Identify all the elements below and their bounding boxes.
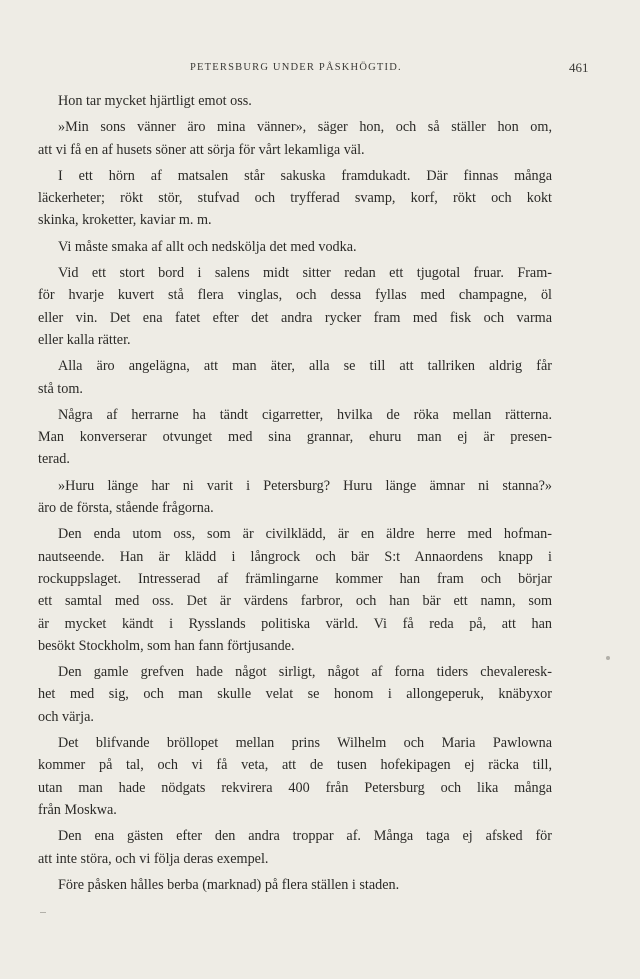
text-line: att inte störa, och vi följa deras exempel. [38, 850, 269, 867]
text-line: »Min sons vänner äro mina vänner», säger hon, och så ställer hon om, [58, 119, 552, 136]
text-line: eller kalla rätter. [38, 331, 131, 348]
paragraph [38, 165, 552, 236]
text-line: Alla äro angelägna, att man äter, alla se till att tallriken aldrig får [58, 358, 552, 375]
text-line: het med sig, och man skulle velat se honom i allongeperuk, knäbyxor [38, 686, 552, 703]
running-header [0, 60, 640, 76]
text-line: läckerheter; rökt stör, stufvad och tryfferad svamp, korf, rökt och kokt [38, 190, 552, 207]
text-line: Före påsken hålles berba (marknad) på flera ställen i staden. [58, 876, 400, 893]
text-line: rockuppslaget. Intresserad af främlingarne kommer han fram och börjar [38, 570, 552, 587]
text-line: terad. [38, 451, 70, 468]
text-line: att vi få en af husets söner att sörja för vårt lekamliga väl. [38, 141, 365, 158]
text-line: eller vin. Det ena fatet efter det andra rycker fram med fisk och varma [38, 309, 552, 326]
text-line: för hvarje kuvert stå flera vinglas, och dessa fyllas med champagne, öl [38, 287, 552, 304]
text-line: Den enda utom oss, som är civilklädd, är en äldre herre med hofman- [58, 526, 552, 543]
text-line: Några af herrarne ha tändt cigarretter, hvilka de röka mellan rätterna. [58, 406, 552, 423]
margin-speck [40, 912, 46, 913]
text-line: Vid ett stort bord i salens midt sitter redan ett tjugotal fruar. Fram- [58, 265, 552, 282]
text-line: Det blifvande bröllopet mellan prins Wilhelm och Maria Pawlowna [58, 735, 552, 752]
paragraph [38, 661, 552, 732]
paragraph [38, 355, 552, 404]
paragraph [38, 116, 552, 165]
paragraph [38, 236, 552, 262]
margin-speck [606, 656, 610, 660]
running-title: PETERSBURG UNDER PÅSKHÖGTID. [190, 62, 402, 73]
text-line: äro de första, stående frågorna. [38, 500, 214, 517]
text-line: kommer på tal, och vi få veta, att de tusen hofekipagen ej räcka till, [38, 757, 552, 774]
text-line: besökt Stockholm, som han fann förtjusande. [38, 637, 295, 654]
text-line: Den gamle grefven hade något sirligt, något af forna tiders chevaleresk- [58, 664, 552, 681]
text-line: Vi måste smaka af allt och nedskölja det med vodka. [58, 238, 357, 255]
text-line: Man konverserar otvunget med sina grannar, ehuru man ej är presen- [38, 429, 552, 446]
text-line: och värja. [38, 708, 94, 725]
page-number: 461 [569, 60, 589, 75]
paragraph [38, 90, 552, 116]
paragraph [38, 523, 552, 661]
text-line: är mycket kändt i Rysslands politiska värld. Vi få reda på, att han [38, 615, 552, 632]
text-line: stå tom. [38, 380, 83, 397]
body-text [38, 90, 552, 900]
paragraph [38, 825, 552, 874]
paragraph [38, 262, 552, 355]
text-line: Den ena gästen efter den andra troppar af. Många taga ej afsked för [58, 828, 552, 845]
paragraph [38, 874, 552, 900]
paragraph [38, 475, 552, 524]
text-line: utan man hade nödgats rekvirera 400 från Petersburg och lika många [38, 779, 552, 796]
text-line: Hon tar mycket hjärtligt emot oss. [58, 93, 252, 109]
text-line: nautseende. Han är klädd i långrock och bär S:t Annaordens knapp i [38, 548, 552, 565]
text-line: skinka, kroketter, kaviar m. m. [38, 212, 212, 229]
text-line: ett samtal med oss. Det är värdens farbror, och han bär ett namn, som [38, 593, 552, 610]
text-line: »Huru länge har ni varit i Petersburg? Huru länge ämnar ni stanna?» [58, 477, 552, 494]
text-line: från Moskwa. [38, 801, 117, 818]
paragraph [38, 732, 552, 825]
text-line: I ett hörn af matsalen står sakuska framdukadt. Där finnas många [58, 167, 552, 184]
paragraph [38, 404, 552, 475]
